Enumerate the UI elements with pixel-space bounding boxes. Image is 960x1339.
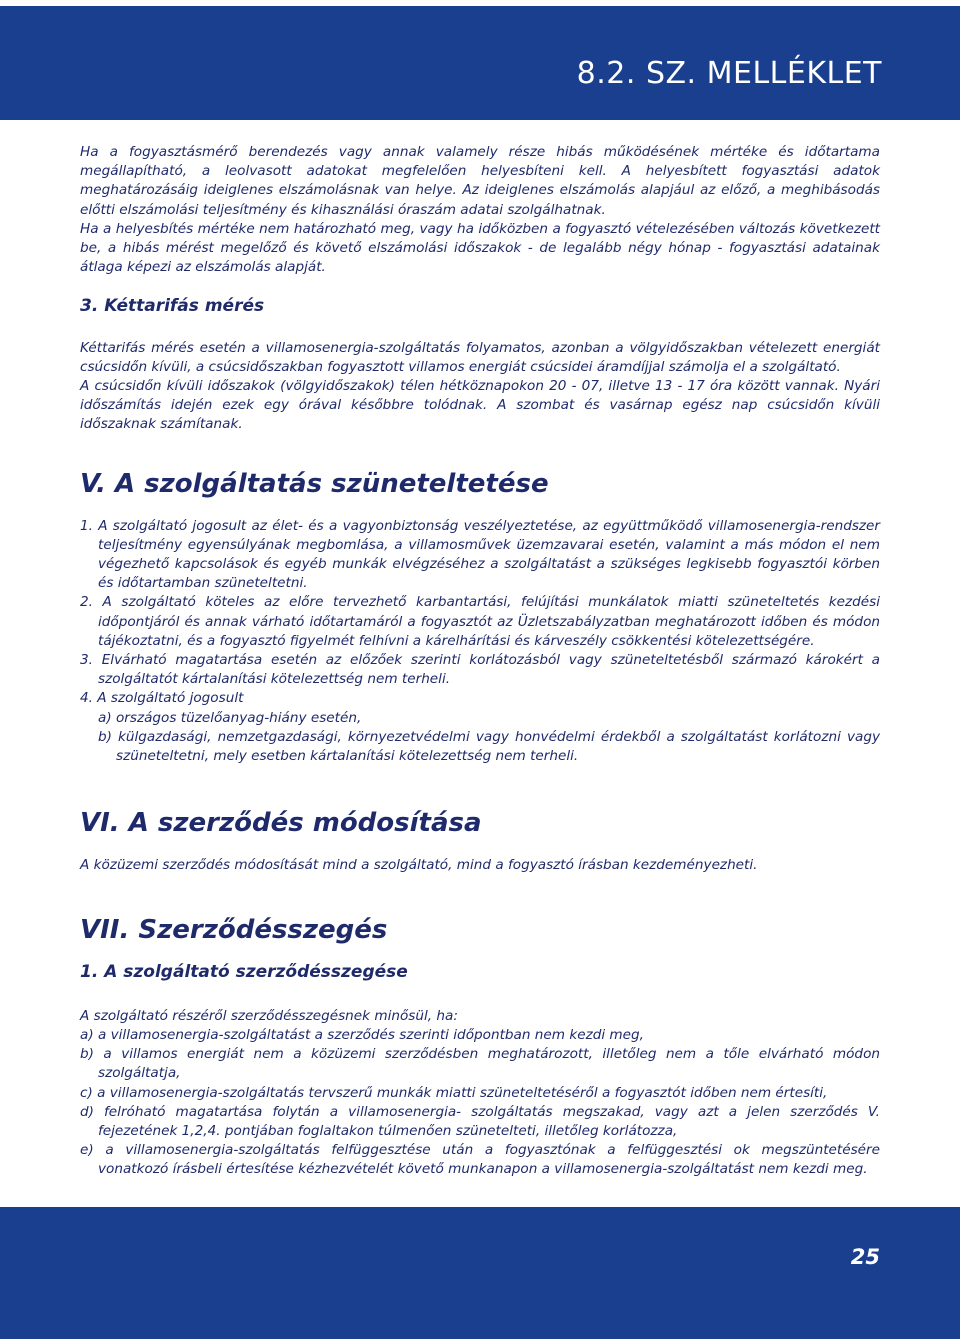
list-item: b) külgazdasági, nemzetgazdasági, környezetvédelmi vagy honvédelmi érdekből a szolgáltatást korlátozni vagy szüneteltetni, mely esetben kártalanítási kötelezettség nem terheli. <box>98 728 880 765</box>
list-item: 2. A szolgáltató köteles az előre tervezhető karbantartási, felújítási munkálatok miatti szüneteltetés kezdési időpontjáról és annak várható időtartamáról a fogyasztót az Üzletszabályzatban meghatározott időben és módon tájékoztatni, és a fogyasztó figyelmét felhívni a kárelhárítási és kárveszély csökkentési kötelezettségére. <box>80 594 880 649</box>
chapter-heading-v: V. A szolgáltatás szüneteltetése <box>80 468 549 499</box>
page-header-title: 8.2. SZ. MELLÉKLET <box>576 56 882 91</box>
list-item: 4. A szolgáltató jogosult <box>80 690 244 707</box>
list-item: d) felróható magatartása folytán a villamosenergia- szolgáltatás megszakad, vagy azt a jelen szerződés V. fejezetének 1,2,4. pontjában foglaltakon túlmenően szünetelteti, illetőleg korlátozza, <box>80 1103 880 1139</box>
chapter-vii-list <box>80 1026 880 1180</box>
chapter-vi-paragraph: A közüzemi szerződés módosítását mind a szolgáltató, mind a fogyasztó írásban kezdeményezheti. <box>80 857 758 874</box>
header-band <box>0 6 960 120</box>
list-item: 1. A szolgáltató jogosult az élet- és a vagyonbiztonság veszélyeztetése, az együttműködő villamosenergia-rendszer teljesítmény egyensúlyának megbomlása, a villamosművek üzemzavarai esetén, valamint a más módon el nem végezhető kapcsolások és egyéb munkák elvégzéséhez a szolgáltatást a szükséges legkisebb fogyasztói körben és időtartamban szüneteltetni. <box>80 517 880 592</box>
footer-band <box>0 1207 960 1339</box>
list-item: 3. Elvárható magatartása esetén az előzőek szerinti korlátozásból vagy szüneteltetésből származó károkért a szolgáltatót kártalanítási kötelezettség nem terheli. <box>80 652 880 688</box>
chapter-vii-lead: A szolgáltató részéről szerződésszegésnek minősül, ha: <box>80 1007 458 1024</box>
intro-paragraph: Ha a helyesbítés mértéke nem határozható meg, vagy ha időközben a fogyasztó vételezésében változás következett be, a hibás mérést megelőző és követő elszámolási időszakok - de legalább négy hónap - fogyasztási adatainak átlaga képezi az elszámolás alapját. <box>80 220 880 276</box>
chapter-heading-vii: VII. Szerződésszegés <box>80 915 388 946</box>
list-item: a) a villamosenergia-szolgáltatást a szerződés szerinti időpontban nem kezdi meg, <box>80 1026 644 1043</box>
intro-paragraph: Ha a fogyasztásmérő berendezés vagy annak valamely része hibás működésének mértéke és időtartama megállapítható, a leolvasott adatokat megfelelően helyesbíteni kell. A helyesbített fogyasztási adatok meghatározásáig ideiglenes elszámolásnak van helye. Az ideiglenes elszámolás alapjául az előző, a meghibásodás előtti elszámolási teljesítmény és kihasználási óraszám adatai szolgálhatnak. <box>80 144 880 218</box>
chapter-heading-vi: VI. A szerződés módosítása <box>80 808 482 839</box>
section-heading-3: 3. Kéttarifás mérés <box>80 296 265 317</box>
chapter-v-list <box>80 517 880 709</box>
list-item: c) a villamosenergia-szolgáltatás tervszerű munkák miatti szüneteltetéséről a fogyasztót időben nem értesíti, <box>80 1084 828 1101</box>
list-item: b) a villamos energiát nem a közüzemi szerződésben meghatározott, illetőleg nem a tőle elvárható módon szolgáltatja, <box>80 1046 880 1082</box>
chapter-v-sublist <box>98 709 880 767</box>
list-item: e) a villamosenergia-szolgáltatás felfüggesztése után a fogyasztónak a felfüggesztési ok megszüntetésére vonatkozó írásbeli értesítése kézhezvételét követő munkanapon a villamosenergia-szolgáltatást nem kezdi meg. <box>80 1142 880 1178</box>
page-content <box>80 143 880 1180</box>
section3-paragraph: A csúcsidőn kívüli időszakok (völgyidőszakok) télen hétköznapokon 20 - 07, illetve 13 - 17 óra között vannak. Nyári időszámítás idején ezek egy órával későbbre tolódnak. A szombat és vasárnap egész nap csúcsidőn kívüli időszaknak számítanak. <box>80 378 880 433</box>
subsection-heading: 1. A szolgáltató szerződésszegése <box>80 962 408 983</box>
page-number: 25 <box>850 1245 880 1269</box>
section3-paragraph: Kéttarifás mérés esetén a villamosenergia-szolgáltatás folyamatos, azonban a völgyidőszakban vételezett energiát csúcsidőn kívüli, a csúcsidőszakban fogyasztott villamos energiát csúcsidei áramdíjjal számolja el a szolgáltató. <box>80 339 880 375</box>
list-item: a) országos tüzelőanyag-hiány esetén, <box>98 709 362 726</box>
